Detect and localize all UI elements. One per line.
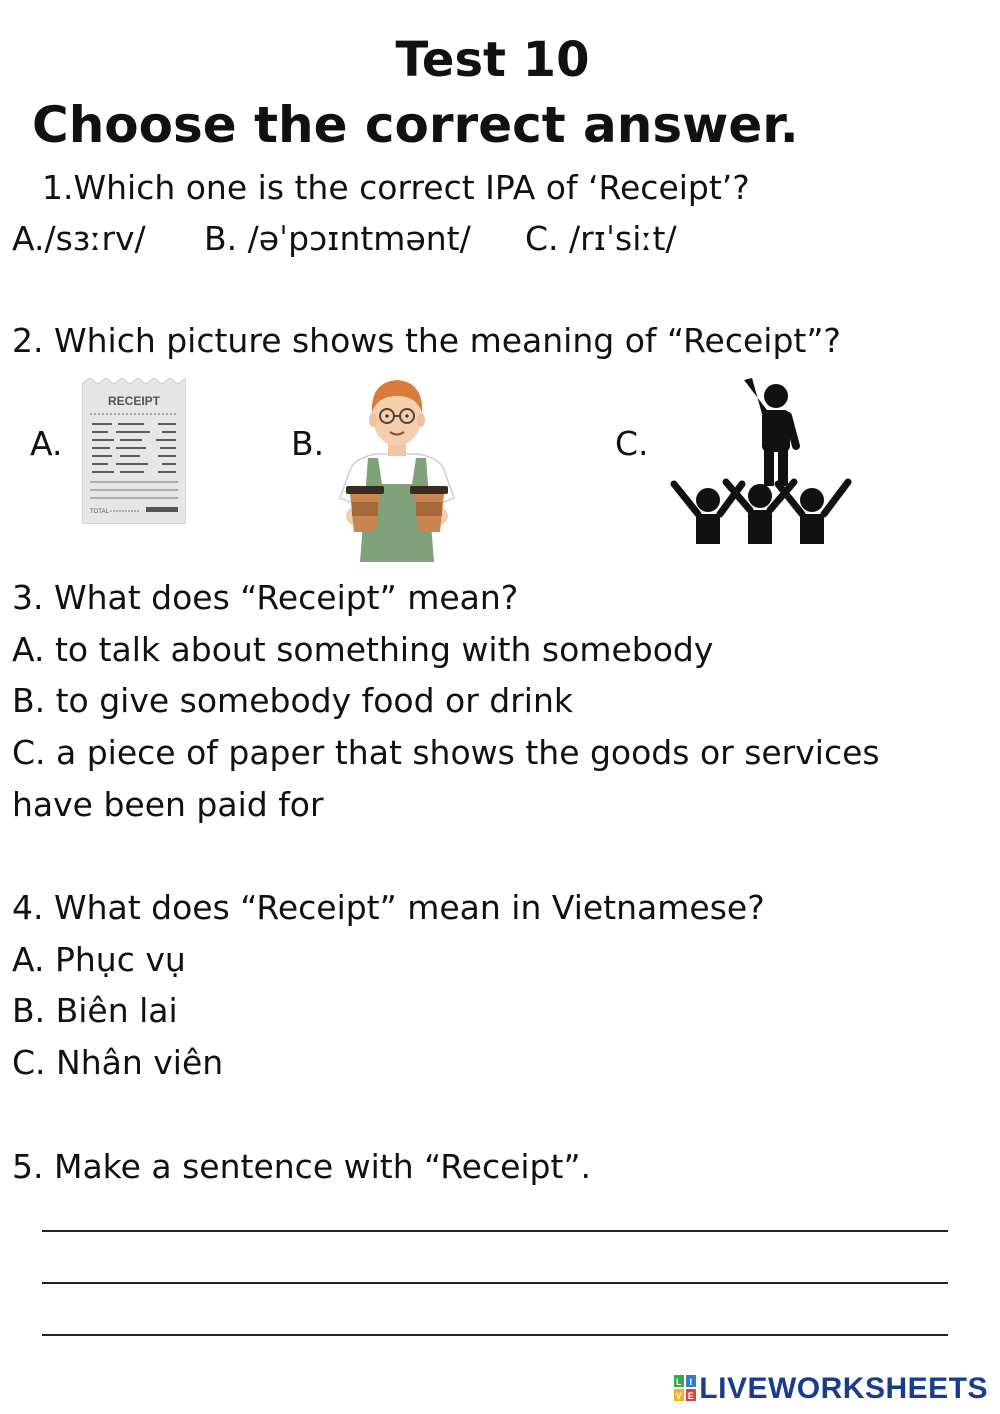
question-2: 2. Which picture shows the meaning of “Receipt”? <box>12 321 841 360</box>
q4-option-b[interactable]: B. Biên lai <box>12 991 178 1030</box>
q4-option-c[interactable]: C. Nhân viên <box>12 1043 224 1082</box>
answer-line-2[interactable] <box>42 1282 948 1284</box>
logo-letter-i: I <box>689 1377 693 1387</box>
instruction: Choose the correct answer. <box>32 96 799 154</box>
receipt-total-text: TOTAL <box>90 509 109 515</box>
answer-line-1[interactable] <box>42 1230 948 1232</box>
q3-option-a[interactable]: A. to talk about something with somebody <box>12 630 714 669</box>
q3-option-c[interactable]: C. a piece of paper that shows the goods or services <box>12 733 880 772</box>
page-title: Test 10 <box>395 32 590 88</box>
answer-line-3[interactable] <box>42 1334 948 1336</box>
question-5: 5. Make a sentence with “Receipt”. <box>12 1147 592 1186</box>
receipt-image[interactable] <box>82 378 186 524</box>
liveworksheets-logo-icon <box>674 1375 696 1401</box>
logo-letter-l: L <box>676 1377 683 1387</box>
question-1: 1.Which one is the correct IPA of ‘Receipt’? <box>42 168 750 207</box>
crowd-leader-image[interactable] <box>668 374 852 548</box>
q1-option-a[interactable]: A./sɜːrv/ <box>12 219 146 258</box>
liveworksheets-brand <box>674 1372 988 1406</box>
q3-option-c-continued[interactable]: have been paid for <box>12 785 324 824</box>
q2-option-a[interactable]: A. <box>30 424 63 463</box>
question-3: 3. What does “Receipt” mean? <box>12 578 519 617</box>
q3-option-b[interactable]: B. to give somebody food or drink <box>12 681 573 720</box>
logo-letter-e: E <box>688 1391 695 1401</box>
q2-option-c[interactable]: C. <box>615 424 649 463</box>
q1-option-b[interactable]: B. /əˈpɔɪntmənt/ <box>204 219 471 258</box>
q2-option-b[interactable]: B. <box>291 424 325 463</box>
q4-option-a[interactable]: A. Phục vụ <box>12 940 186 979</box>
question-4: 4. What does “Receipt” mean in Vietnamese? <box>12 888 765 927</box>
logo-letter-v: V <box>676 1391 683 1401</box>
waiter-image[interactable] <box>330 374 464 562</box>
q1-option-c[interactable]: C. /rɪˈsiːt/ <box>525 219 677 258</box>
brand-text: LIVEWORKSHEETS <box>699 1372 988 1405</box>
receipt-heading-text: RECEIPT <box>107 394 161 408</box>
